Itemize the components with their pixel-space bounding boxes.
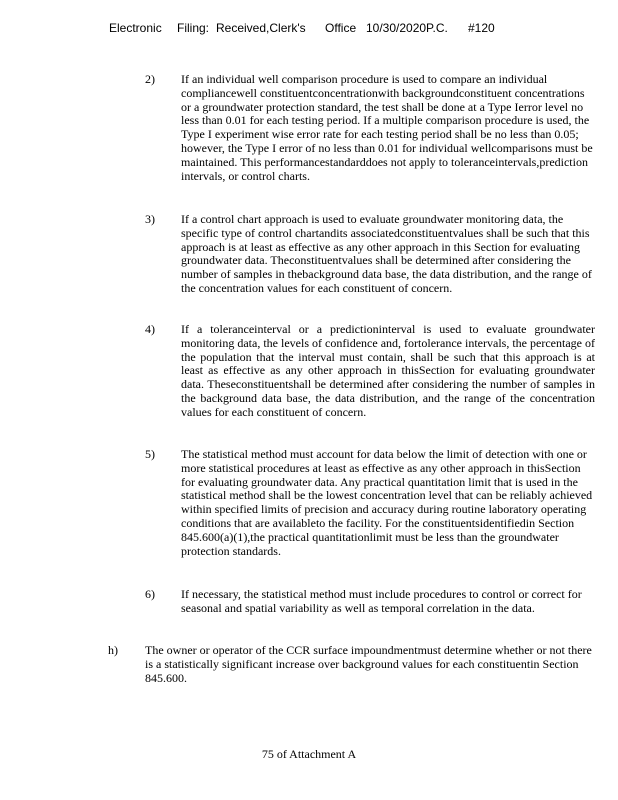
item-text: If an individual well comparison procedure is used to compare an individual compliancewell constituentconcentrationwith backgroundconstituent concentrations or a groundwater protection standard, the test shall be done at a Type Ierror level no less than 0.01 for each testing period. If a multiple comparison procedure is used, the Type I experiment wise error rate for each testing period shall be no less than 0.05; however, the Type I error of no less than 0.01 for individual wellcomparisons must be maintained. This performancestandarddoes not apply to toleranceintervals,prediction intervals, or control charts. xyxy=(181,72,593,183)
header-label-filing: Filing: xyxy=(177,21,210,35)
section-text: The owner or operator of the CCR surface impoundmentmust determine whether or not there is a statistically significant increase over background values for each constituentin Section 845.600. xyxy=(145,643,592,685)
item-text: The statistical method must account for data below the limit of detection with one or more statistical procedures at least as effective as any other approach in thisSection for evaluating groundwater data. Any practical quantitation limit that is used in the statistical method shall be the lowest concentration level that can be reliably achieved within specified limits of precision and accuracy during routine laboratory operating conditions that are availableto the facility. For the constituentsidentifiedin Section 845.600(a)(1),the practical quantitationlimit must be less than the groundwater protection standards. xyxy=(181,447,593,558)
filing-header xyxy=(0,20,618,36)
item-number: 5) xyxy=(145,447,155,461)
item-number: 6) xyxy=(145,587,155,601)
item-number: 3) xyxy=(145,212,155,226)
item-text: If a control chart approach is used to evaluate groundwater monitoring data, the specific type of control chartandits associatedconstituentvalues shall be such that this approach is at least as effective as any other approach in this Section for evaluating groundwater data. Theconstituentvalues shall be determined after considering the number of samples in thebackground data base, the data distribution, and the range of the concentration values for each constituent of concern. xyxy=(181,212,592,295)
header-label-office: Office xyxy=(325,21,357,35)
item-text: If necessary, the statistical method must include procedures to control or correct for seasonal and spatial variability as well as temporal correlation in the data. xyxy=(181,587,582,615)
header-label-received: Received,Clerk's xyxy=(216,21,306,35)
item-number: 4) xyxy=(145,322,155,336)
item-text: If a toleranceinterval or a predictioninterval is used to evaluate groundwater monitoring data, the levels of confidence and, fortolerance intervals, the percentage of the population that the interval must contain, shall be such that this approach is at least as effective as any other approach in thisSection for evaluating groundwater data. Theseconstituentshall be determined after considering the number of samples in the background data base, the data distribution, and the range of the concentration values for each constituent of concern. xyxy=(181,322,595,419)
header-date: 10/30/2020P.C. xyxy=(366,21,448,35)
header-doc-number: #120 xyxy=(468,21,495,35)
header-label-electronic: Electronic xyxy=(109,21,162,35)
section-number: h) xyxy=(108,643,118,657)
item-number: 2) xyxy=(145,72,155,86)
page-footer: 75 of Attachment A xyxy=(261,747,357,761)
